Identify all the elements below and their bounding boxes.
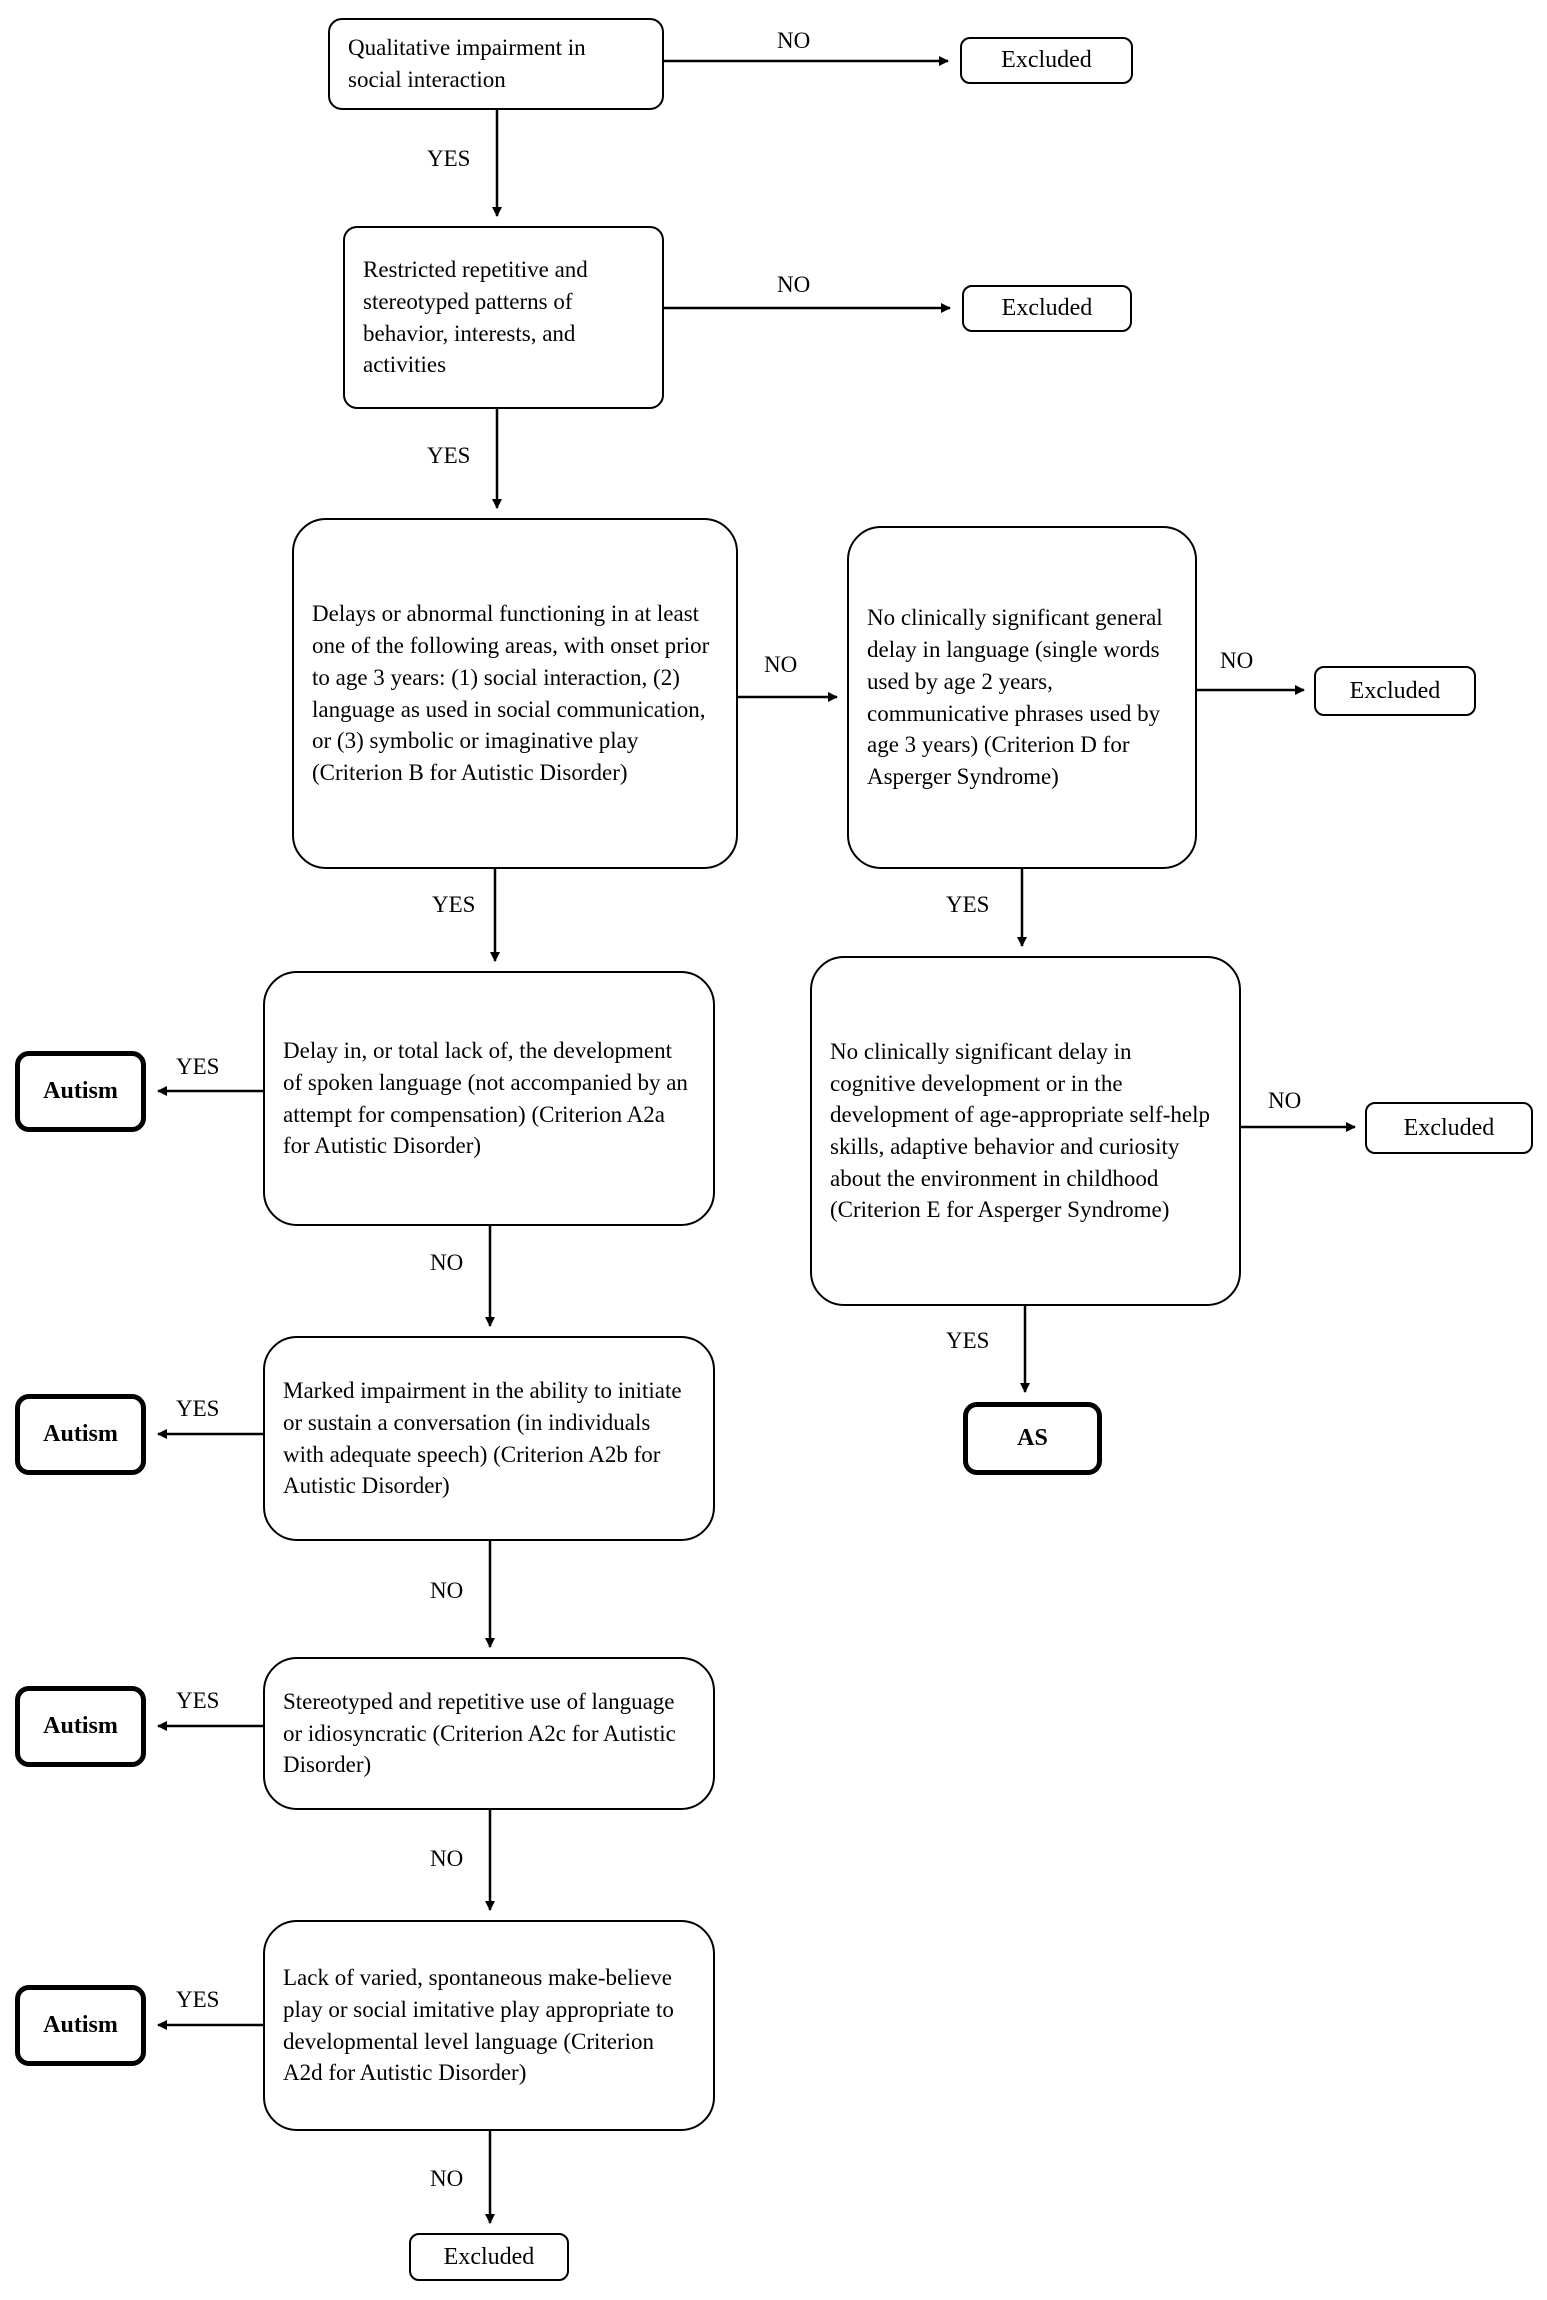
- edge-label-no-8: NO: [430, 1846, 464, 1871]
- node-criterion-a2b: [263, 1336, 715, 1541]
- edge-label-yes-8: YES: [176, 1688, 220, 1713]
- terminal-excluded-1: [960, 37, 1133, 84]
- node-repetitive-patterns: [343, 226, 664, 409]
- terminal-excluded-2-text: Excluded: [1001, 295, 1093, 321]
- edge-label-yes-2: YES: [427, 443, 471, 468]
- edge-label-yes-1: YES: [427, 146, 471, 171]
- terminal-as-text: AS: [1017, 1425, 1048, 1451]
- terminal-excluded-5-text: Excluded: [443, 2243, 535, 2270]
- edge-label-no-2: NO: [777, 272, 811, 297]
- node-criterion-b: [292, 518, 738, 869]
- terminal-autism-1-text: Autism: [43, 1078, 118, 1104]
- node-criterion-a2d-text: Lack of varied, spontaneous make-believe play or social imitative play appropriate to developmental level language (Criterion A2d for Autistic Disorder): [283, 1965, 674, 2086]
- node-criterion-a2c: [263, 1657, 715, 1810]
- node-social-interaction-text: Qualitative impairment in social interaction: [348, 35, 586, 92]
- edge-label-no-3: NO: [764, 652, 798, 677]
- node-social-interaction: [328, 18, 664, 110]
- terminal-autism-3-text: Autism: [43, 1713, 118, 1739]
- edge-label-yes-3: YES: [432, 892, 476, 917]
- node-criterion-b-text: Delays or abnormal functioning in at least one of the following areas, with onset prior to age 3 years: (1) social interaction, (2) language as used in social communication, or (3) symbolic or imaginative play (Criterion B for Autistic Disorder): [312, 601, 710, 785]
- node-criterion-d-text: No clinically significant general delay in language (single words used by age 2 years, communicative phrases used by age 3 years) (Criterion D for Asperger Syndrome): [867, 605, 1163, 789]
- node-criterion-e-text: No clinically significant delay in cognitive development or in the development of age-appropriate self-help skills, adaptive behavior and curiosity about the environment in childhood (Criterion E for Asperger Syndrome): [830, 1038, 1210, 1223]
- edge-label-no-1: NO: [777, 28, 811, 53]
- terminal-excluded-3-text: Excluded: [1349, 677, 1441, 704]
- node-criterion-a2a-text: Delay in, or total lack of, the development of spoken language (not accompanied by an attempt for compensation) (Criterion A2a for Autistic Disorder): [283, 1038, 688, 1159]
- node-criterion-a2a: [263, 971, 715, 1226]
- node-criterion-d: [847, 526, 1197, 869]
- edge-label-no-9: NO: [430, 2166, 464, 2191]
- terminal-autism-2: [15, 1394, 146, 1475]
- terminal-excluded-3: [1314, 666, 1476, 716]
- edge-label-yes-5: YES: [946, 892, 990, 917]
- terminal-excluded-4: [1365, 1102, 1533, 1154]
- node-criterion-a2b-text: Marked impairment in the ability to initiate or sustain a conversation (in individuals with adequate speech) (Criterion A2b for Autistic Disorder): [283, 1378, 682, 1499]
- terminal-autism-4: [15, 1985, 146, 2066]
- terminal-autism-1: [15, 1051, 146, 1132]
- terminal-excluded-2: [962, 285, 1132, 332]
- terminal-autism-2-text: Autism: [43, 1421, 118, 1447]
- edge-label-yes-6: YES: [946, 1328, 990, 1353]
- node-repetitive-patterns-text: Restricted repetitive and stereotyped patterns of behavior, interests, and activities: [363, 257, 588, 378]
- node-criterion-e: [810, 956, 1241, 1306]
- edge-label-yes-7: YES: [176, 1396, 220, 1421]
- terminal-as: [963, 1402, 1102, 1475]
- edge-label-no-6: NO: [430, 1250, 464, 1275]
- node-criterion-a2c-text: Stereotyped and repetitive use of language or idiosyncratic (Criterion A2c for Autistic Disorder): [283, 1688, 676, 1778]
- terminal-autism-4-text: Autism: [43, 2012, 118, 2038]
- edge-label-yes-4: YES: [176, 1054, 220, 1079]
- terminal-excluded-5: [409, 2233, 569, 2281]
- edge-label-yes-9: YES: [176, 1987, 220, 2012]
- edge-label-no-4: NO: [1220, 648, 1254, 673]
- edge-label-no-7: NO: [430, 1578, 464, 1603]
- edge-label-no-5: NO: [1268, 1088, 1302, 1113]
- terminal-excluded-4-text: Excluded: [1403, 1114, 1495, 1141]
- terminal-excluded-1-text: Excluded: [1001, 47, 1092, 73]
- terminal-autism-3: [15, 1686, 146, 1767]
- node-criterion-a2d: [263, 1920, 715, 2131]
